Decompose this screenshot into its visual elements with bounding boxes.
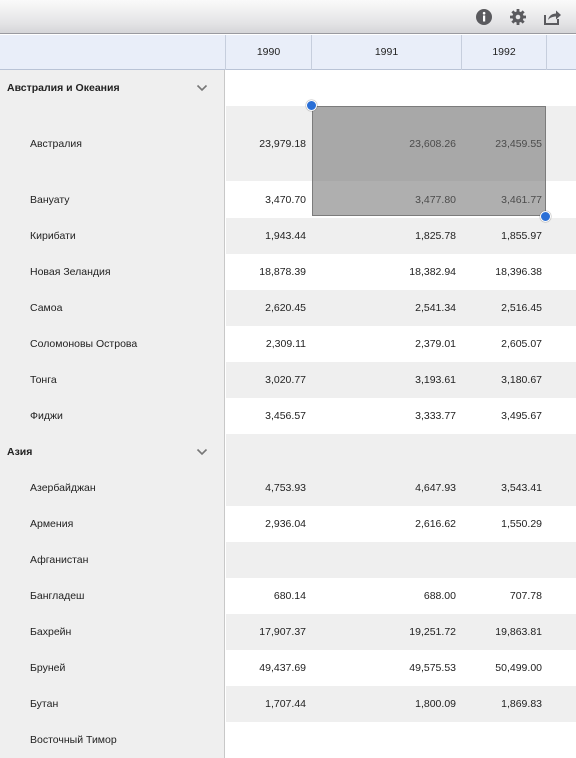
table-row[interactable]	[0, 578, 576, 614]
table-cell[interactable]	[460, 722, 542, 758]
table-cell[interactable]	[226, 434, 306, 470]
table-row[interactable]	[0, 650, 576, 686]
group-label: Азия	[7, 446, 33, 458]
row-header[interactable]	[0, 506, 225, 542]
row-cells	[226, 686, 576, 722]
table-cell[interactable]	[226, 542, 306, 578]
table-cell[interactable]: 3,193.61	[415, 374, 456, 386]
row-header[interactable]	[0, 326, 225, 362]
row-cells	[226, 290, 576, 326]
row-header[interactable]	[0, 686, 225, 722]
row-cells	[226, 578, 576, 614]
table-row[interactable]	[0, 506, 576, 542]
column-header-1990[interactable]: 1990	[225, 35, 311, 70]
row-label: Австралия	[30, 137, 82, 150]
row-cells	[226, 722, 576, 758]
table-row[interactable]	[0, 614, 576, 650]
row-cells	[226, 70, 576, 106]
table-cell[interactable]: 18,382.94	[409, 266, 456, 278]
table-cell[interactable]	[460, 542, 542, 578]
row-label: Азербайджан	[30, 482, 96, 494]
column-header-1992[interactable]: 1992	[461, 35, 547, 70]
row-label: Восточный Тимор	[30, 734, 117, 746]
row-header[interactable]	[0, 290, 225, 326]
table-cell[interactable]: 19,251.72	[409, 626, 456, 638]
column-header-1991[interactable]: 1991	[311, 35, 461, 70]
row-cells	[226, 650, 576, 686]
table-cell[interactable]	[226, 70, 306, 106]
table-cell[interactable]: 2,620.45	[265, 302, 306, 314]
row-label: Бутан	[30, 698, 59, 710]
table-cell[interactable]: 3,495.67	[501, 410, 542, 422]
table-row[interactable]	[0, 290, 576, 326]
row-label: Афганистан	[30, 554, 89, 566]
table-cell[interactable]	[460, 434, 542, 470]
table-cell[interactable]: 1,855.97	[501, 230, 542, 242]
table-cell[interactable]	[460, 70, 542, 106]
table-cell[interactable]: 3,180.67	[501, 374, 542, 386]
row-cells	[226, 614, 576, 650]
row-label: Соломоновы Острова	[30, 338, 138, 350]
row-header[interactable]	[0, 542, 225, 578]
table-cell[interactable]: 3,543.41	[501, 482, 542, 494]
table-cell[interactable]: 18,878.39	[259, 266, 306, 278]
table-cell[interactable]: 1,550.29	[501, 518, 542, 530]
table-cell[interactable]: 1,825.78	[415, 230, 456, 242]
table-cell[interactable]: 23,979.18	[259, 137, 306, 150]
row-header[interactable]	[0, 398, 225, 434]
cell-selection[interactable]	[312, 106, 546, 216]
table-cell[interactable]: 2,541.34	[415, 302, 456, 314]
table-cell[interactable]: 3,456.57	[265, 410, 306, 422]
row-header[interactable]	[0, 218, 225, 254]
table-cell[interactable]: 2,936.04	[265, 518, 306, 530]
table-cell[interactable]: 1,869.83	[501, 698, 542, 710]
table-cell[interactable]: 49,437.69	[259, 662, 306, 674]
table-cell[interactable]: 2,379.01	[415, 338, 456, 350]
chevron-down-icon[interactable]	[196, 83, 208, 93]
table-cell[interactable]: 3,470.70	[265, 193, 306, 206]
share-icon[interactable]	[542, 7, 562, 27]
row-label: Новая Зеландия	[30, 266, 111, 278]
column-header	[0, 35, 576, 70]
table-row[interactable]	[0, 362, 576, 398]
table-cell[interactable]: 17,907.37	[259, 626, 306, 638]
table-cell[interactable]	[310, 542, 456, 578]
row-label: Бруней	[30, 662, 66, 674]
table-row[interactable]	[0, 686, 576, 722]
table-row[interactable]	[0, 254, 576, 290]
toolbar	[0, 0, 576, 34]
row-label: Тонга	[30, 374, 57, 386]
table-cell[interactable]: 2,605.07	[501, 338, 542, 350]
row-header[interactable]	[0, 254, 225, 290]
table-row[interactable]	[0, 470, 576, 506]
row-label: Кирибати	[30, 230, 76, 242]
table-cell[interactable]: 50,499.00	[495, 662, 542, 674]
row-header[interactable]	[0, 722, 225, 758]
table-cell[interactable]	[310, 722, 456, 758]
row-label: Армения	[30, 518, 74, 530]
row-label: Бангладеш	[30, 590, 85, 602]
row-header[interactable]	[0, 578, 225, 614]
selection-handle-bottom-right[interactable]	[540, 211, 551, 222]
table-row[interactable]	[0, 218, 576, 254]
table-cell[interactable]	[310, 70, 456, 106]
row-label: Фиджи	[30, 410, 63, 422]
table-row[interactable]	[0, 722, 576, 758]
table-cell[interactable]: 1,800.09	[415, 698, 456, 710]
row-cells	[226, 470, 576, 506]
row-cells	[226, 218, 576, 254]
table-cell[interactable]: 1,943.44	[265, 230, 306, 242]
row-cells	[226, 326, 576, 362]
row-header[interactable]	[0, 650, 225, 686]
selection-handle-top-left[interactable]	[306, 100, 317, 111]
gear-icon[interactable]	[508, 7, 528, 27]
table-cell[interactable]: 707.78	[509, 590, 542, 602]
table-cell[interactable]	[226, 722, 306, 758]
table-cell[interactable]: 4,753.93	[265, 482, 306, 494]
table-cell[interactable]: 680.14	[273, 590, 306, 602]
table-cell[interactable]: 3,020.77	[265, 374, 306, 386]
table-cell[interactable]: 49,575.53	[409, 662, 456, 674]
row-header[interactable]	[0, 181, 225, 218]
row-cells	[226, 542, 576, 578]
row-header[interactable]	[0, 106, 225, 181]
table-cell[interactable]: 1,707.44	[265, 698, 306, 710]
row-cells	[226, 506, 576, 542]
table-cell[interactable]: 2,516.45	[501, 302, 542, 314]
row-cells	[226, 398, 576, 434]
table-cell[interactable]: 2,309.11	[265, 338, 306, 350]
table-cell[interactable]: 4,647.93	[415, 482, 456, 494]
table-row[interactable]	[0, 542, 576, 578]
chevron-down-icon[interactable]	[196, 447, 208, 457]
row-label: Самоа	[30, 302, 63, 314]
table-row[interactable]	[0, 326, 576, 362]
row-label: Бахрейн	[30, 626, 72, 638]
table-row[interactable]	[0, 398, 576, 434]
row-header[interactable]	[0, 362, 225, 398]
row-cells	[226, 254, 576, 290]
row-header[interactable]	[0, 434, 225, 470]
row-cells	[226, 434, 576, 470]
table-cell[interactable]: 2,616.62	[415, 518, 456, 530]
group-label: Австралия и Океания	[7, 82, 120, 94]
row-header[interactable]	[0, 470, 225, 506]
row-header[interactable]	[0, 614, 225, 650]
table-cell[interactable]: 3,333.77	[415, 410, 456, 422]
row-cells	[226, 362, 576, 398]
table-cell[interactable]: 18,396.38	[495, 266, 542, 278]
group-row[interactable]	[0, 434, 576, 470]
table-cell[interactable]	[310, 434, 456, 470]
row-header[interactable]	[0, 70, 225, 106]
row-label: Вануату	[30, 193, 70, 206]
table-cell[interactable]: 688.00	[423, 590, 456, 602]
table-cell[interactable]: 19,863.81	[495, 626, 542, 638]
info-icon[interactable]	[474, 7, 494, 27]
group-row[interactable]	[0, 70, 576, 106]
